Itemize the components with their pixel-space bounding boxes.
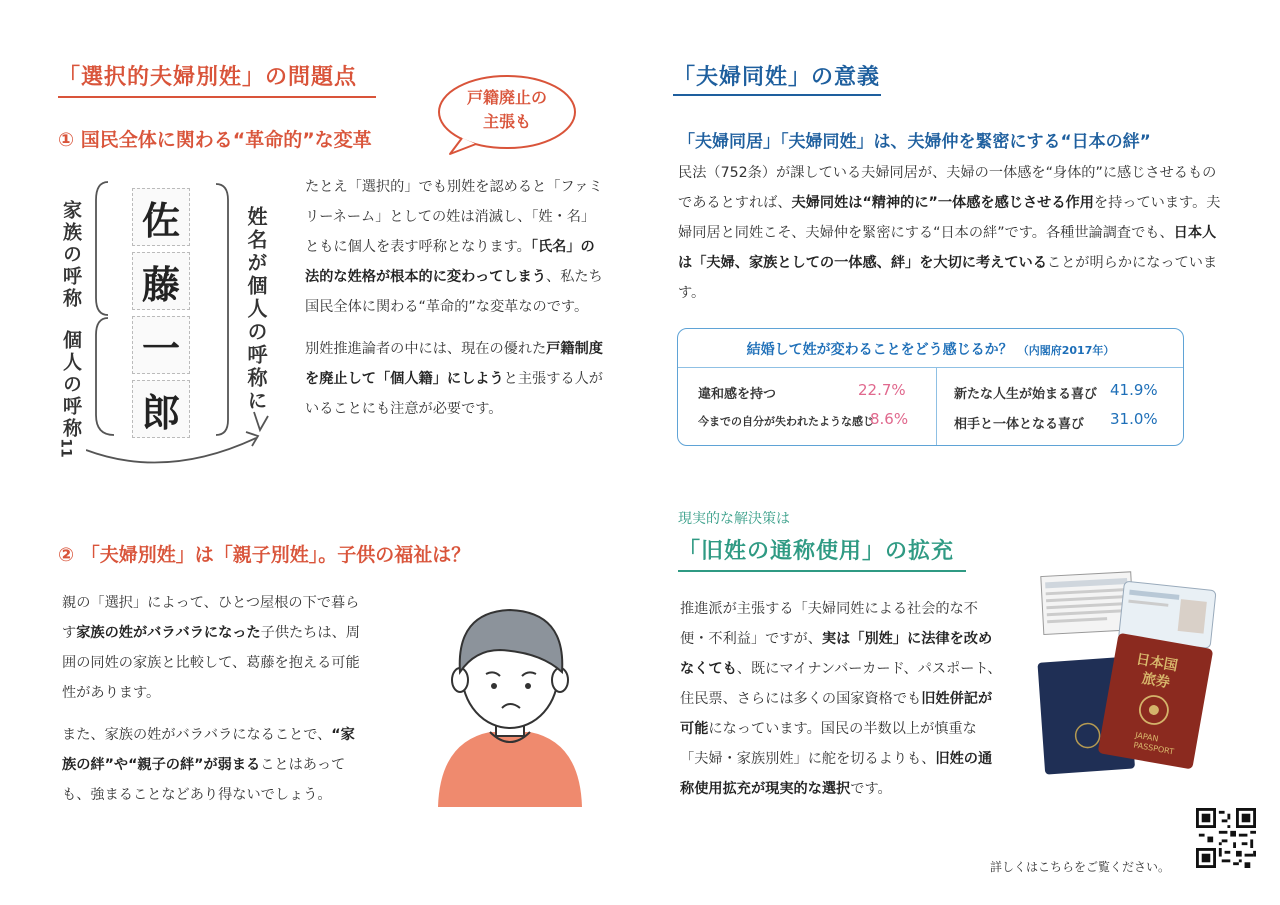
personal-label: 個人の呼称 — [60, 330, 82, 440]
bubble-text: 戸籍廃止の 主張も — [466, 88, 547, 131]
survey-value-3: 41.9% — [1110, 381, 1158, 399]
survey-box — [677, 328, 1184, 446]
personal-count: 11 — [57, 438, 74, 458]
name-char-4: 郎 — [132, 380, 190, 438]
survey-title-row — [678, 339, 1183, 359]
survey-label-3: 新たな人生が始まる喜び — [954, 387, 1098, 402]
documents-illustration — [1030, 568, 1230, 778]
right-title-underline — [673, 94, 881, 96]
right-section-title: 「夫婦同姓」の意義 — [673, 65, 881, 90]
left-para-block-1 — [305, 172, 603, 436]
qr-caption: 詳しくはこちらをご覧ください。 — [990, 860, 1171, 874]
right-sub2-title: 「旧姓の通称使用」の拡充 — [678, 539, 955, 564]
left-sub2-title: ② 「夫婦別姓」は「親子別姓」。子供の福祉は？ — [58, 544, 471, 566]
left-para-2: 別姓推進論者の中には、現在の優れた戸籍制度を廃止して「個人籍」にしようと主張する人がいることにも注意が必要です。 — [305, 341, 603, 417]
passport-label-2: 旅券 — [1140, 670, 1172, 692]
survey-value-4: 31.0% — [1110, 410, 1158, 428]
left-title-underline — [58, 96, 376, 98]
right-para-block-2 — [680, 594, 1002, 816]
left-para-4: また、家族の姓がバラバラになることで、“家族の絆”や“親子の絆”が弱まることはあっても、強まることなどあり得ないでしょう。 — [62, 727, 355, 803]
name-char-1: 佐 — [132, 188, 190, 246]
right-sub2-pre: 現実的な解決策は — [678, 511, 790, 527]
survey-divider-h — [678, 367, 1183, 368]
left-para-1: たとえ「選択的」でも別姓を認めると「ファミリーネーム」としての姓は消滅し、「姓・名」ともに個人を表す呼称となります。「氏名」の法的な姓格が根本的に変わってしまう、私たち国民全体に関わる“革命的”な変革なのです。 — [305, 179, 603, 315]
worried-child-illustration — [430, 592, 590, 807]
right-sub1-title: 「夫婦同居」「夫婦同姓」は、夫婦仲を緊密にする“日本の絆” — [678, 132, 1151, 152]
left-para-block-2 — [62, 588, 360, 822]
right-para-1: 民法（752条）が課している夫婦同居が、夫婦の一体感を“身体的”に感じさせるものであるとすれば、夫婦同姓は“精神的に”一体感を感じさせる作用を持っています。夫婦同居と同姓こそ、夫婦仲を緊密にする“日本の絆”です。各種世論調査でも、日本人は「夫婦、家族としての一体感、絆」を大切に考えていることが明らかになっています。 — [678, 165, 1221, 301]
qr-code-icon[interactable] — [1196, 808, 1256, 868]
name-boxes — [132, 188, 190, 438]
right-vertical-label: 姓名が個人の呼称に — [244, 206, 268, 413]
left-section-title: 「選択的夫婦別姓」の問題点 — [58, 65, 358, 90]
right-sub2-underline — [678, 570, 966, 572]
left-para-3: 親の「選択」によって、ひとつ屋根の下で暮らす家族の姓がバラバラになった子供たちは、周囲の同姓の家族と比較して、葛藤を抱える可能性があります。 — [62, 595, 360, 701]
survey-label-2: 今までの自分が失われたような感じ — [698, 415, 874, 428]
survey-source: （内閣府2017年） — [1017, 344, 1115, 357]
name-char-3: 一 — [132, 316, 190, 374]
survey-divider-v — [936, 367, 937, 445]
left-sub1-title: ① 国民全体に関わる“革命的”な変革 — [58, 129, 372, 151]
survey-label-1: 違和感を持つ — [698, 387, 777, 402]
right-para-block-1 — [678, 158, 1221, 320]
survey-value-2: 8.6% — [870, 410, 909, 428]
name-char-2: 藤 — [132, 252, 190, 310]
passport-en: JAPAN PASSPORT — [1132, 730, 1175, 757]
documents-icon — [1030, 568, 1230, 778]
right-para-2: 推進派が主張する「夫婦同姓による社会的な不便・不利益」ですが、実は「別姓」に法律を改めなくても、既にマイナンバーカード、パスポート、住民票、さらには多くの国家資格でも旧姓併記が可能になっています。国民の半数以上が慎重な「夫婦・家族別姓」に舵を切るよりも、旧姓の通称使用拡充が現実的な選択です。 — [680, 601, 1002, 797]
survey-value-1: 22.7% — [858, 381, 906, 399]
survey-title: 結婚して姓が変わることをどう感じるか？ — [746, 342, 1013, 358]
survey-label-4: 相手と一体となる喜び — [954, 417, 1085, 432]
family-label: 家族の呼称 — [60, 200, 82, 310]
passport-label-1: 日本国 — [1134, 651, 1179, 675]
